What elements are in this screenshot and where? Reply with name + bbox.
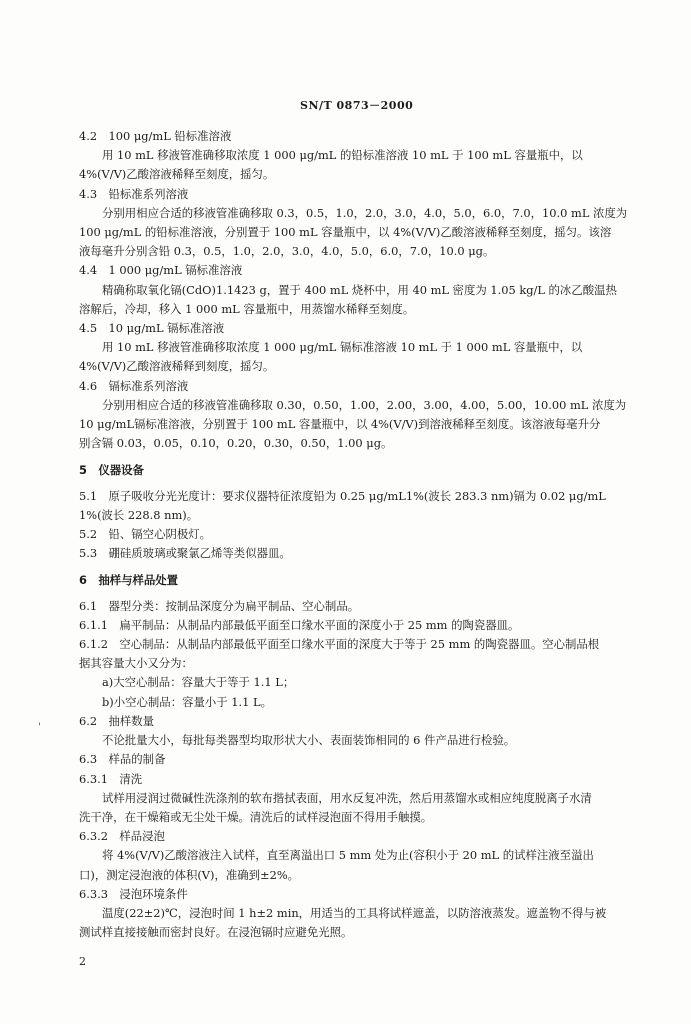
section-6-3-1-title: 6.3.1 清洗: [79, 771, 143, 786]
section-6-3-2-title: 6.3.2 样品浸泡: [79, 829, 165, 844]
section-4-6-title: 4.6 镉标准系列溶液: [79, 378, 189, 393]
section-6-1-2-text-1: 6.1.2 空心制品：从制品内部最低平面至口缘水平面的深度大于等于 25 mm 的陶瓷器皿。空心制品根: [79, 637, 600, 652]
section-4-4-text-1: 精确称取氧化镉(CdO)1.1423 g，置于 400 mL 烧杯中，用 40 mL 密度为 1.05 kg/L 的冰乙酸温热: [102, 282, 617, 297]
section-4-2-text-2: 4%(V/V)乙酸溶液稀释至刻度，摇匀。: [79, 167, 275, 182]
section-4-3-title: 4.3 铅标准系列溶液: [79, 186, 189, 201]
section-5-2-text: 5.2 铅、镉空心阴极灯。: [79, 527, 212, 542]
section-4-6-text-3: 别含镉 0.03，0.05，0.10，0.20，0.30，0.50，1.00 μg。: [79, 436, 393, 451]
section-4-5-text-1: 用 10 mL 移液管准确移取浓度 1 000 μg/mL 镉标准溶液 10 mL 于 1 000 mL 容量瓶中，以: [102, 340, 583, 355]
standard-number-header: SN/T 0873－2000: [300, 99, 414, 112]
section-4-4-text-2: 溶解后，冷却，移入 1 000 mL 容量瓶中，用蒸馏水稀释至刻度。: [79, 301, 415, 316]
section-4-3-text-1: 分别用相应合适的移液管准确移取 0.3，0.5，1.0，2.0，3.0，4.0，5.0，6.0，7.0，10.0 mL 浓度为: [102, 205, 628, 220]
section-6-1-2-item-b: b)小空心制品：容量小于 1.1 L。: [102, 694, 272, 709]
section-4-2-title: 4.2 100 μg/mL 铅标准溶液: [79, 129, 232, 143]
section-6-1-1-text: 6.1.1 扁平制品：从制品内部最低平面至口缘水平面的深度小于 25 mm 的陶瓷器皿。: [79, 617, 520, 632]
section-4-3-text-2: 100 μg/mL 的铅标准溶液，分别置于 100 mL 容量瓶中，以 4%(V/V)乙酸溶液稀释至刻度，摇匀。该溶: [79, 225, 612, 240]
section-5-1-text-2: 1%(波长 228.8 nm)。: [79, 507, 199, 522]
section-6-3-2-text-1: 将 4%(V/V)乙酸溶液注入试样，直至离溢出口 5 mm 处为止(容积小于 20 mL 的试样注液至溢出: [102, 848, 594, 863]
section-4-4-title: 4.4 1 000 μg/mL 镉标准溶液: [79, 263, 243, 278]
page-number: 2: [79, 955, 86, 968]
section-5-heading: 5 仪器设备: [79, 463, 144, 478]
section-4-5-text-2: 4%(V/V)乙酸溶液稀释到刻度，摇匀。: [79, 359, 275, 374]
section-4-2-text-1: 用 10 mL 移液管准确移取浓度 1 000 μg/mL 的铅标准溶液 10 mL 于 100 mL 容量瓶中，以: [102, 148, 583, 163]
section-6-3-2-text-2: 口)，测定浸泡液的体积(V)，准确到±2%。: [79, 867, 300, 882]
section-6-3-3-text-2: 测试样直接接触而密封良好。在浸泡镉时应避免光照。: [79, 925, 353, 940]
margin-mark: ': [38, 722, 41, 733]
section-4-5-title: 4.5 10 μg/mL 镉标准溶液: [79, 321, 225, 336]
section-5-3-text: 5.3 硼硅质玻璃或聚氯乙烯等类似器皿。: [79, 546, 291, 561]
section-4-3-text-3: 液每毫升分别含铅 0.3，0.5，1.0，2.0，3.0，4.0，5.0，6.0，7.0，10.0 μg。: [79, 244, 495, 259]
section-6-2-text: 不论批量大小，每批每类器型均取形状大小、表面装饰相同的 6 件产品进行检验。: [102, 733, 516, 748]
section-4-6-text-1: 分别用相应合适的移液管准确移取 0.30，0.50，1.00，2.00，3.00，4.00，5.00，10.00 mL 浓度为: [102, 397, 627, 412]
section-6-3-3-text-1: 温度(22±2)℃，浸泡时间 1 h±2 min，用适当的工具将试样遮盖，以防溶液蒸发。遮盖物不得与被: [102, 905, 607, 920]
page-content: [79, 127, 639, 942]
section-6-3-1-text-2: 洗干净，在干燥箱或无尘处干燥。清洗后的试样浸泡面不得用手触摸。: [79, 809, 433, 824]
section-6-1-2-text-2: 据其容量大小又分为：: [79, 656, 193, 671]
section-6-heading: 6 抽样与样品处置: [79, 573, 179, 588]
section-5-1-text-1: 5.1 原子吸收分光光度计：要求仪器特征浓度铅为 0.25 μg/mL1%(波长 283.3 nm)镉为 0.02 μg/mL: [79, 488, 606, 503]
section-4-6-text-2: 10 μg/mL镉标准溶液，分别置于 100 mL 容量瓶中，以 4%(V/V)到溶液稀释至刻度。该溶液每毫升分: [79, 417, 601, 432]
section-6-3-3-title: 6.3.3 浸泡环境条件: [79, 886, 188, 901]
section-6-2-title: 6.2 抽样数量: [79, 713, 155, 728]
section-6-1-text: 6.1 器型分类：按制品深度分为扁平制品、空心制品。: [79, 598, 360, 613]
section-6-1-2-item-a: a)大空心制品：容量大于等于 1.1 L；: [102, 675, 295, 690]
section-6-3-1-text-1: 试样用浸润过微碱性洗涤剂的软布揩拭表面，用水反复冲洗，然后用蒸馏水或相应纯度脱离子水清: [102, 790, 592, 805]
section-6-3-title: 6.3 样品的制备: [79, 752, 166, 767]
